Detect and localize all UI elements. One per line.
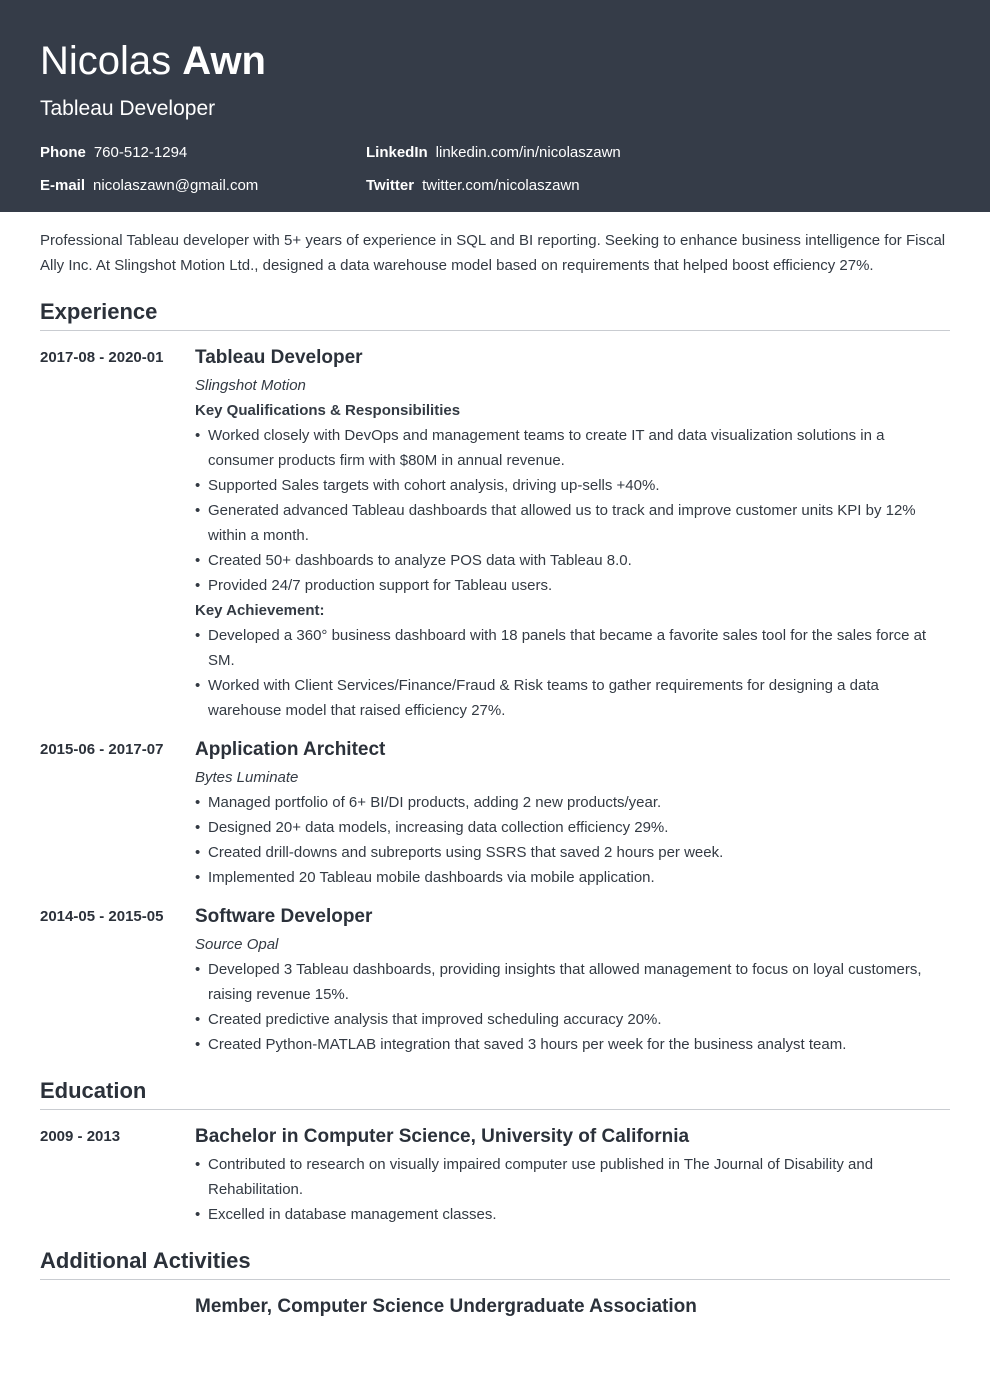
activity-dates: [40, 1294, 195, 1320]
resume-header: [0, 0, 990, 212]
education-list: [195, 1152, 950, 1227]
list-item: • Worked closely with DevOps and management teams to create IT and data visualization solutions in a consumer products firm with $80M in annual revenue.: [195, 423, 950, 473]
summary-paragraph: Professional Tableau developer with 5+ years of experience in SQL and BI reporting. Seeking to enhance business intelligence for Fiscal Ally Inc. At Slingshot Motion Ltd., designed a data warehouse model based on requirements that helped boost efficiency 27%.: [40, 232, 946, 274]
experience-entry: [40, 737, 950, 890]
achievement-heading: Key Achievement:: [195, 602, 325, 619]
job-title: Application Architect: [195, 739, 386, 760]
experience-entry: [40, 345, 950, 723]
list-item: • Excelled in database management classes.: [195, 1202, 950, 1227]
list-item: • Worked with Client Services/Finance/Fraud & Risk teams to gather requirements for designing a data warehouse model that raised efficiency 27%.: [195, 673, 950, 723]
list-item: • Designed 20+ data models, increasing data collection efficiency 29%.: [195, 815, 950, 840]
twitter-label: Twitter: [366, 177, 415, 194]
education-entry: [40, 1124, 950, 1227]
resume-content: [0, 228, 990, 1320]
list-item: • Created 50+ dashboards to analyze POS data with Tableau 8.0.: [195, 548, 950, 573]
list-item: • Developed 3 Tableau dashboards, providing insights that allowed management to focus on loyal customers, raising revenue 15%.: [195, 957, 950, 1007]
achievements-list: [195, 623, 950, 723]
contact-linkedin: [366, 144, 621, 162]
list-item: • Created Python-MATLAB integration that saved 3 hours per week for the business analyst team.: [195, 1032, 950, 1057]
job-title: Software Developer: [195, 906, 373, 927]
list-item: • Created predictive analysis that improved scheduling accuracy 20%.: [195, 1007, 950, 1032]
list-item: • Contributed to research on visually impaired computer use published in The Journal of Disability and Rehabilitation.: [195, 1152, 950, 1202]
company-name: Source Opal: [195, 936, 279, 953]
job-dates: 2014-05 - 2015-05: [40, 908, 164, 925]
company-name: Slingshot Motion: [195, 377, 306, 394]
job-title: Tableau Developer: [195, 347, 363, 368]
job-dates: 2017-08 - 2020-01: [40, 349, 164, 366]
responsibilities-list: [195, 957, 950, 1057]
linkedin-label: LinkedIn: [366, 144, 428, 161]
qualifications-heading: Key Qualifications & Responsibilities: [195, 402, 461, 419]
twitter-value[interactable]: twitter.com/nicolaszawn: [422, 177, 580, 194]
education-dates: 2009 - 2013: [40, 1128, 121, 1145]
activity-title: Member, Computer Science Undergraduate Association: [195, 1296, 697, 1317]
degree-title: Bachelor in Computer Science, University of California: [195, 1126, 690, 1147]
contact-phone: [40, 144, 187, 162]
contact-twitter: [366, 177, 580, 195]
company-name: Bytes Luminate: [195, 769, 299, 786]
activities-heading: Additional Activities: [40, 1247, 950, 1280]
job-dates: 2015-06 - 2017-07: [40, 741, 164, 758]
education-heading: Education: [40, 1077, 950, 1110]
experience-entry: [40, 904, 950, 1057]
last-name: Awn: [182, 39, 266, 83]
list-item: • Created drill-downs and subreports using SSRS that saved 2 hours per week.: [195, 840, 950, 865]
list-item: • Managed portfolio of 6+ BI/DI products, adding 2 new products/year.: [195, 790, 950, 815]
contact-email: [40, 177, 258, 195]
list-item: • Provided 24/7 production support for Tableau users.: [195, 573, 950, 598]
activity-entry: [40, 1294, 950, 1320]
list-item: • Implemented 20 Tableau mobile dashboards via mobile application.: [195, 865, 950, 890]
list-item: • Supported Sales targets with cohort analysis, driving up-sells +40%.: [195, 473, 950, 498]
phone-label: Phone: [40, 144, 86, 161]
linkedin-value[interactable]: linkedin.com/in/nicolaszawn: [435, 144, 621, 161]
responsibilities-list: [195, 790, 950, 890]
phone-value: 760-512-1294: [93, 144, 188, 161]
email-value[interactable]: nicolaszawn@gmail.com: [93, 177, 259, 194]
experience-heading: Experience: [40, 298, 950, 331]
first-name: Nicolas: [40, 39, 172, 83]
contact-info: [40, 144, 950, 214]
list-item: • Generated advanced Tableau dashboards that allowed us to track and improve customer units KPI by 12% within a month.: [195, 498, 950, 548]
list-item: • Developed a 360° business dashboard with 18 panels that became a favorite sales tool for the sales force at SM.: [195, 623, 950, 673]
candidate-name: [40, 38, 950, 84]
email-label: E-mail: [40, 177, 86, 194]
responsibilities-list: [195, 423, 950, 598]
candidate-role: Tableau Developer: [40, 97, 216, 120]
